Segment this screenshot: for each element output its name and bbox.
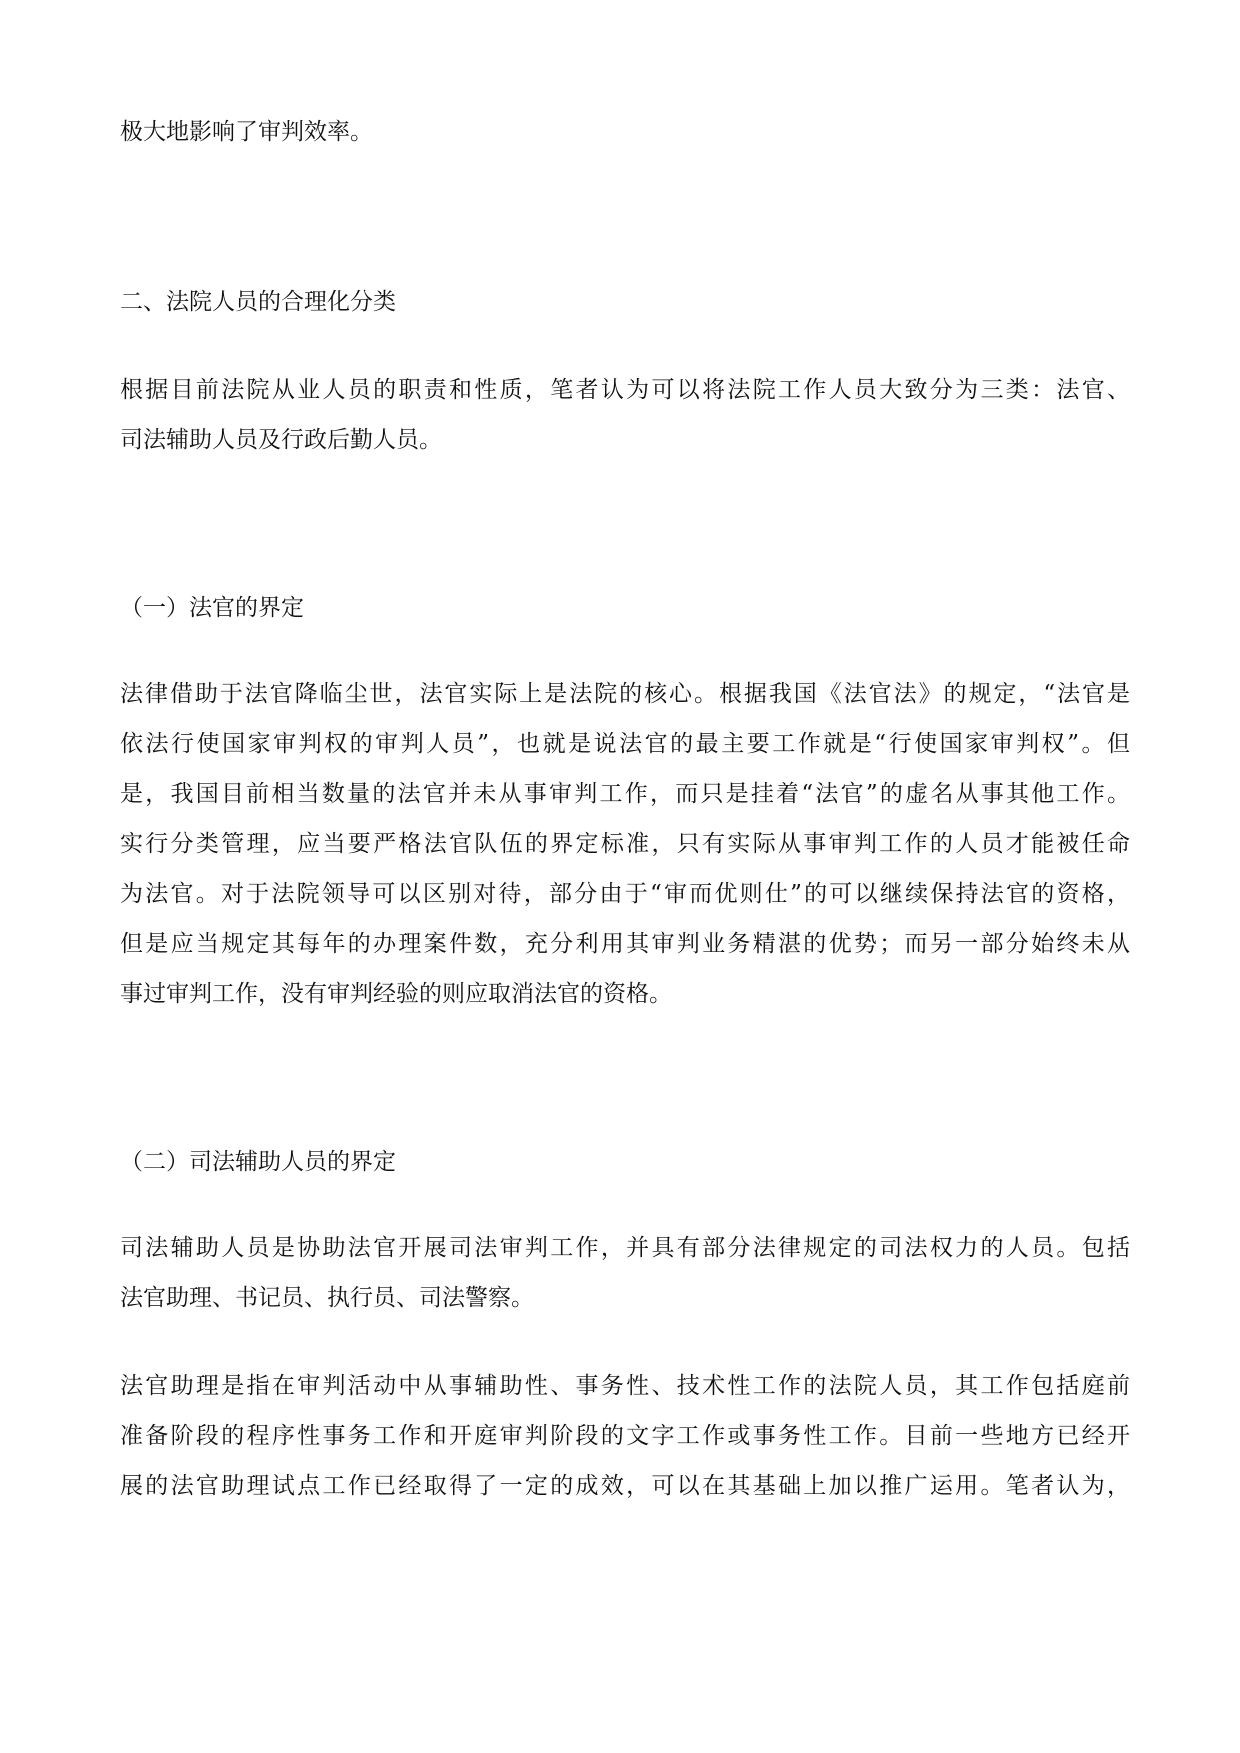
paragraph-line: 法律借助于法官降临尘世，法官实际上是法院的核心。根据我国《法官法》的规定，“法官是 xyxy=(120,681,1130,707)
section-heading: 二、法院人员的合理化分类 xyxy=(120,289,396,315)
subsection-heading: （一）法官的界定 xyxy=(120,595,304,621)
subsection-heading: （二）司法辅助人员的界定 xyxy=(120,1149,396,1175)
paragraph-line: 但是应当规定其每年的办理案件数，充分利用其审判业务精湛的优势；而另一部分始终未从 xyxy=(120,931,1130,957)
paragraph-line: 司法辅助人员是协助法官开展司法审判工作，并具有部分法律规定的司法权力的人员。包括 xyxy=(120,1235,1130,1261)
paragraph-line: 展的法官助理试点工作已经取得了一定的成效，可以在其基础上加以推广运用。笔者认为， xyxy=(120,1473,1130,1499)
paragraph-line: 准备阶段的程序性事务工作和开庭审判阶段的文字工作或事务性工作。目前一些地方已经开 xyxy=(120,1423,1130,1449)
paragraph-line: 法官助理是指在审判活动中从事辅助性、事务性、技术性工作的法院人员，其工作包括庭前 xyxy=(120,1373,1130,1399)
paragraph-line: 依法行使国家审判权的审判人员”，也就是说法官的最主要工作就是“行使国家审判权”。但 xyxy=(120,731,1130,757)
paragraph-line: 实行分类管理，应当要严格法官队伍的界定标准，只有实际从事审判工作的人员才能被任命 xyxy=(120,831,1130,857)
paragraph-line: 根据目前法院从业人员的职责和性质，笔者认为可以将法院工作人员大致分为三类：法官、 xyxy=(120,377,1130,403)
paragraph-line: 极大地影响了审判效率。 xyxy=(120,119,373,145)
paragraph-line: 为法官。对于法院领导可以区别对待，部分由于“审而优则仕”的可以继续保持法官的资格， xyxy=(120,881,1130,907)
paragraph-line: 是，我国目前相当数量的法官并未从事审判工作，而只是挂着“法官”的虚名从事其他工作。 xyxy=(120,781,1130,807)
paragraph-line: 司法辅助人员及行政后勤人员。 xyxy=(120,427,442,453)
paragraph-line: 事过审判工作，没有审判经验的则应取消法官的资格。 xyxy=(120,981,672,1007)
paragraph-line: 法官助理、书记员、执行员、司法警察。 xyxy=(120,1285,534,1311)
